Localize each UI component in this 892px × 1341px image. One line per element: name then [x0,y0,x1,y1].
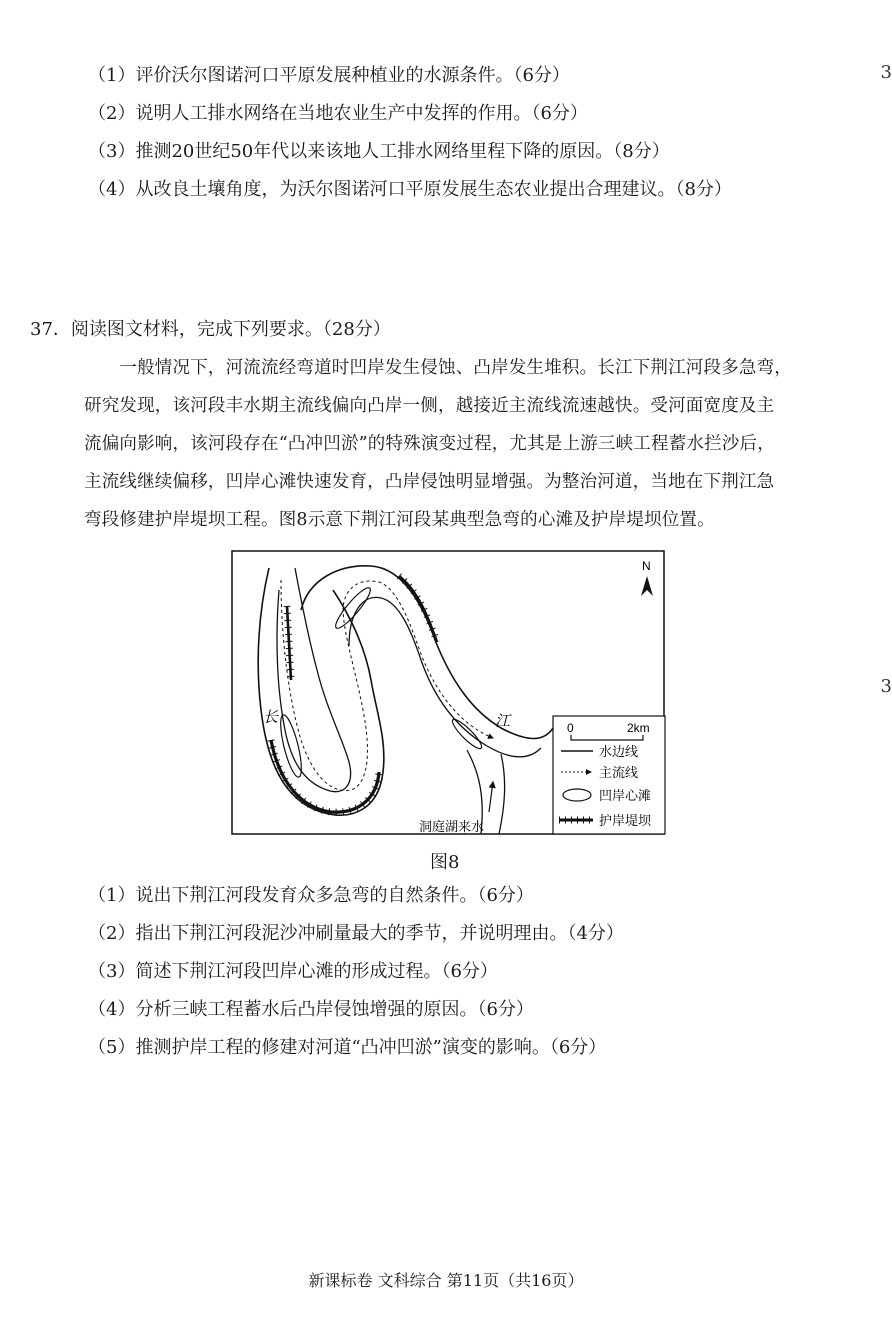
paragraph-line-5: 弯段修建护岸堤坝工程。图8示意下荆江河段某典型急弯的心滩及护岸堤坝位置。 [84,510,715,530]
prev-question-item-1: （1）评价沃尔图诺河口平原发展种植业的水源条件。（6分） [88,65,570,86]
scale-end-label: 2km [627,721,650,735]
page-footer: 新课标卷 文科综合 第11页（共16页） [308,1271,584,1290]
prev-question-item-3: （3）推测20世纪50年代以来该地人工排水网络里程下降的原因。（8分） [88,141,670,162]
question-37-title: 37．阅读图文材料，完成下列要求。（28分） [30,319,391,340]
paragraph-line-2: 研究发现，该河段丰水期主流线偏向凸岸一侧，越接近主流线流速越快。受河面宽度及主 [84,396,775,416]
figure-caption: 图8 [430,852,460,873]
edge-mark-middle: 3 [880,676,892,697]
paragraph-line-3: 流偏向影响，该河段存在“凸冲凹淤”的特殊演变过程，尤其是上游三峡工程蓄水拦沙后， [84,434,775,454]
legend-shoal: 凹岸心滩 [599,788,652,803]
prev-question-item-4: （4）从改良土壤角度，为沃尔图诺河口平原发展生态农业提出合理建议。（8分） [88,179,732,200]
sub-question-2: （2）指出下荆江河段泥沙冲刷量最大的季节，并说明理由。（4分） [88,923,624,944]
figure-8-map [231,550,667,836]
legend-water-edge: 水边线 [599,744,639,759]
sub-question-3: （3）简述下荆江河段凹岸心滩的形成过程。（6分） [88,961,498,982]
legend-embankment: 护岸堤坝 [599,813,652,828]
sub-question-5: （5）推测护岸工程的修建对河道“凸冲凹淤”演变的影响。（6分） [88,1037,607,1058]
sub-question-4: （4）分析三峡工程蓄水后凸岸侵蚀增强的原因。（6分） [88,999,534,1020]
paragraph-line-4: 主流线继续偏移，凹岸心滩快速发育，凸岸侵蚀明显增强。为整治河道，当地在下荆江急 [84,472,775,492]
sub-question-1: （1）说出下荆江河段发育众多急弯的自然条件。（6分） [88,885,534,906]
legend [553,716,665,834]
lake-inflow-label: 洞庭湖来水 [419,819,485,834]
prev-question-item-2: （2）说明人工排水网络在当地农业生产中发挥的作用。（6分） [88,103,588,124]
paragraph-line-1: 一般情况下，河流流经弯道时凹岸发生侵蚀、凸岸发生堆积。长江下荆江河段多急弯， [84,358,792,378]
river-label-jiang: 江 [495,712,511,730]
river-label-chang: 长 [263,708,279,726]
legend-main-flow: 主流线 [599,765,639,780]
edge-mark-top: 3 [880,62,892,83]
scale-zero-label: 0 [567,721,574,735]
north-label: N [642,559,651,573]
